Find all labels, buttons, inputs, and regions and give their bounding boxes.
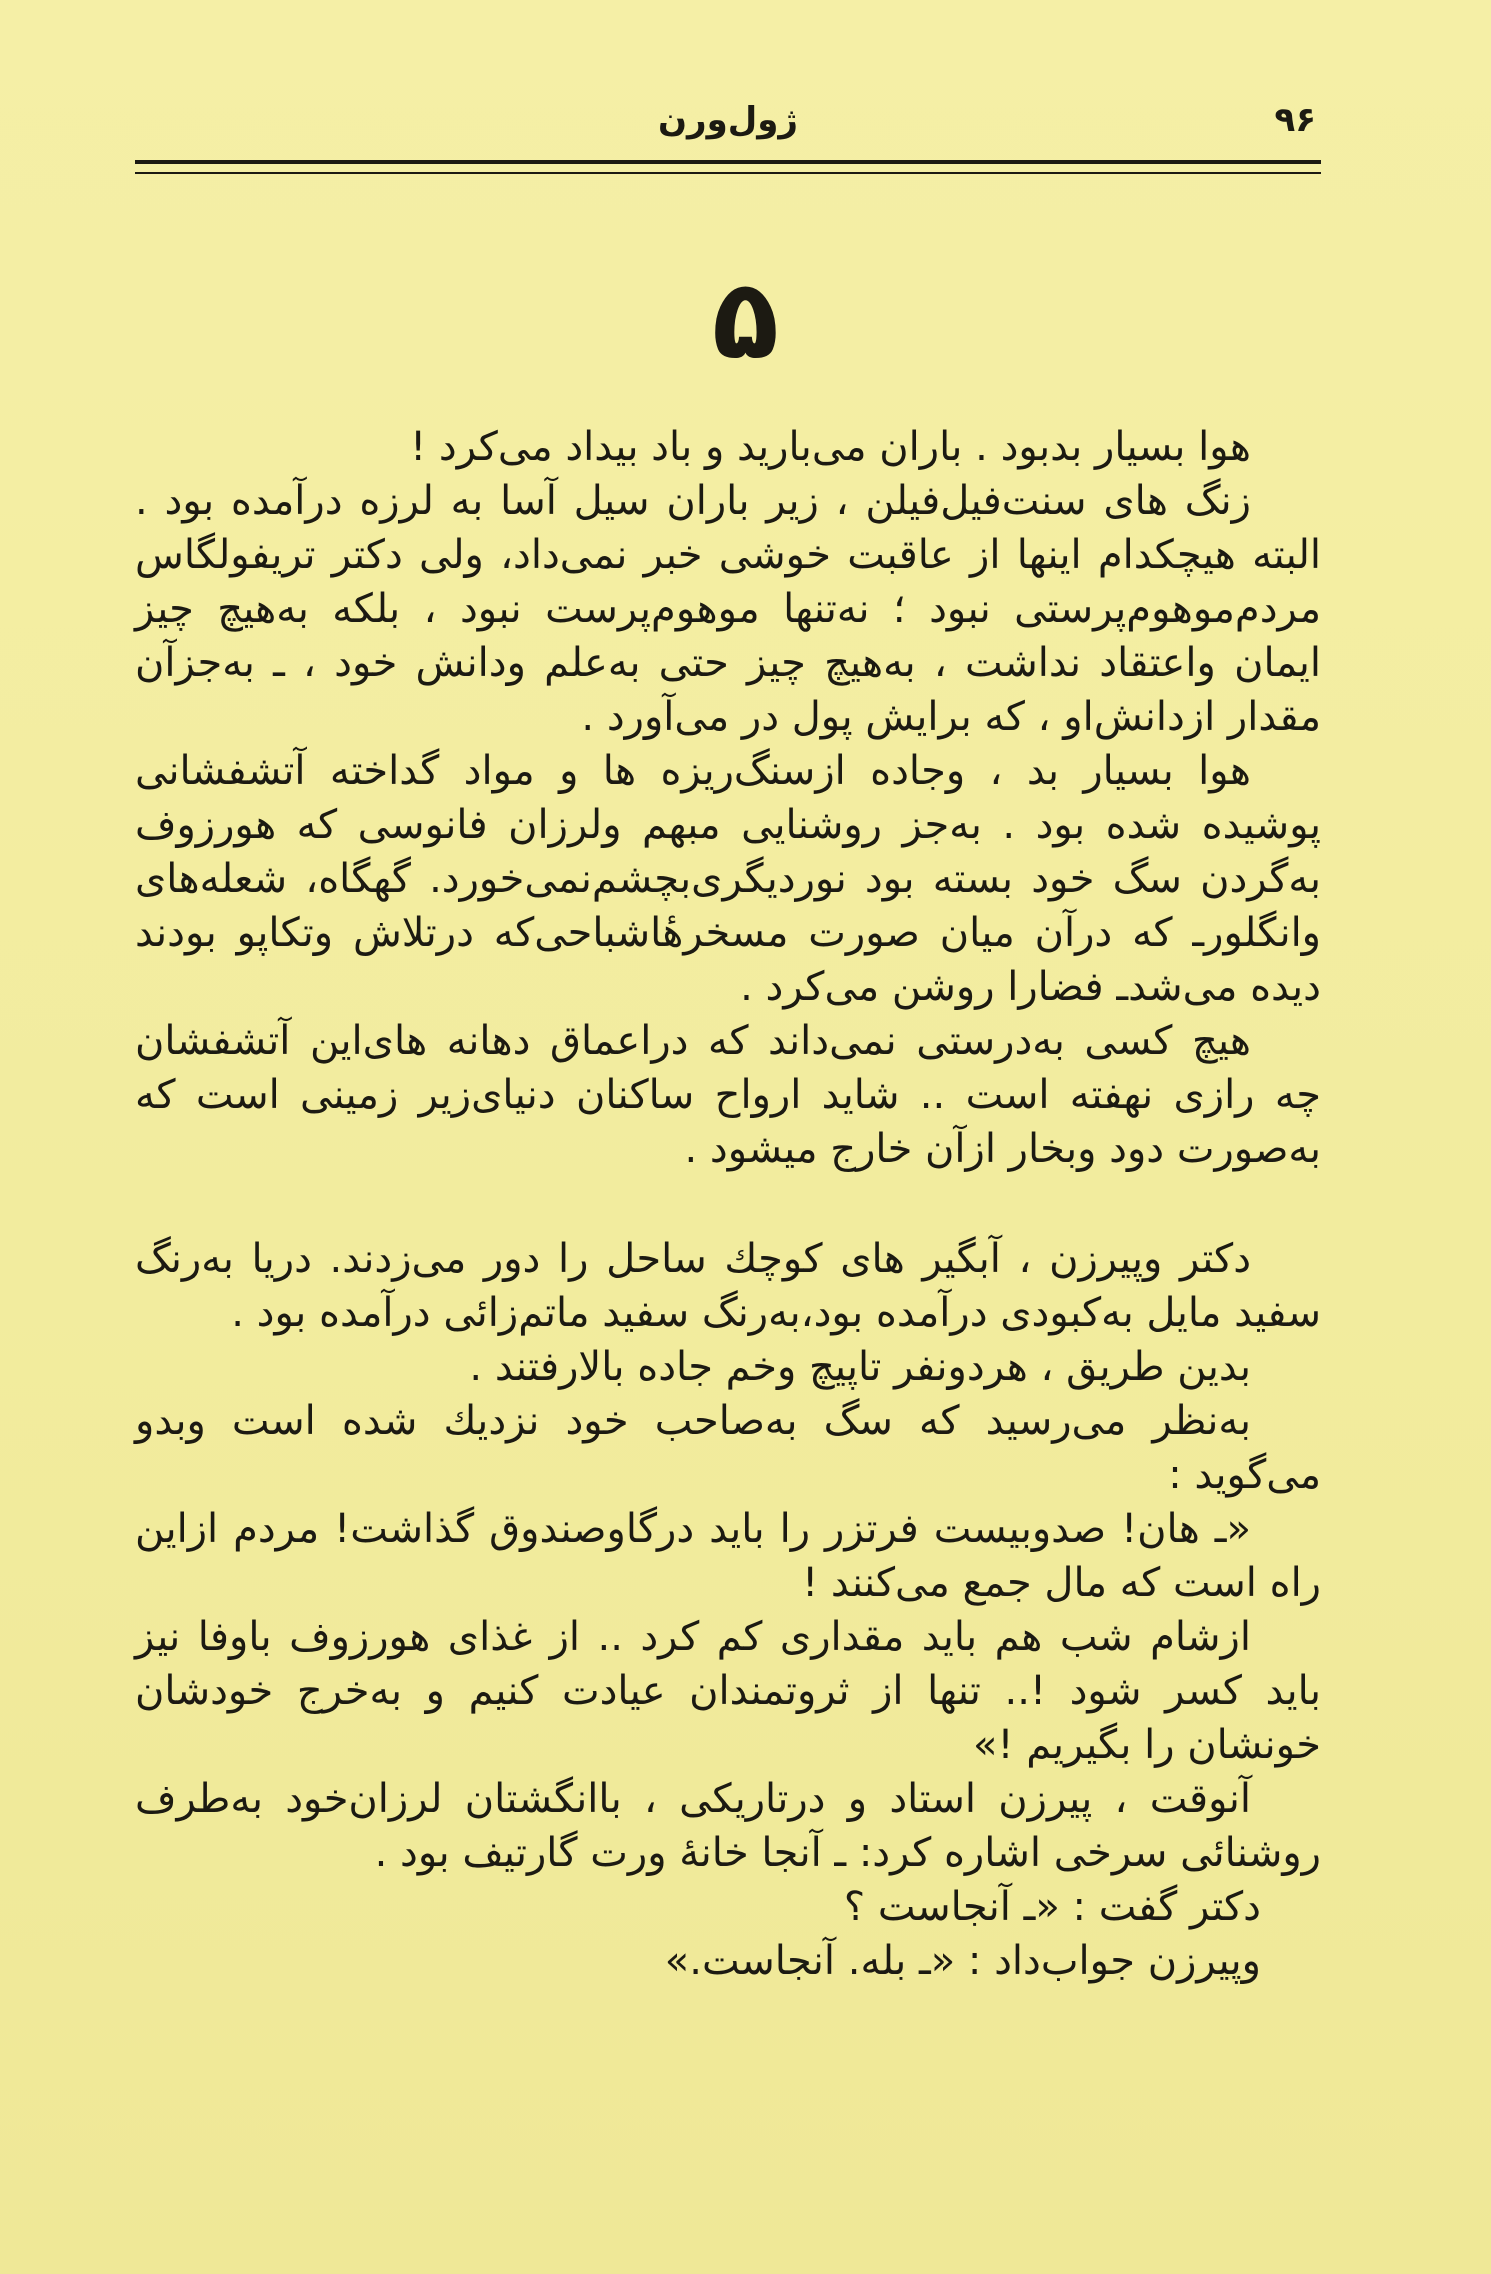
paragraph: «ـ هان! صدوبیست فرتزر را باید درگاوصندوق گذاشت! مردم ازاین راه است که مال جمع می‌کنند ! (135, 1506, 1321, 1606)
paragraph: زنگ های سنت‌فیل‌فیلن ، زیر باران سیل آسا به لرزه درآمده بود . البته هیچکدام اینها از عاقبت خوشی خبر نمی‌داد، ولی دکتر تریفولگاس مردم‌موهوم‌پرستی نبود ؛ نه‌تنها موهوم‌پرست نبود ، بلکه به‌هیچ چیز ایمان واعتقاد نداشت ، به‌هیچ چیز حتی به‌علم ودانش خود ، ـ به‌جزآن مقدار ازدانش‌او ، که برایش پول در می‌آورد . (135, 478, 1321, 740)
header-rule (135, 160, 1321, 174)
paragraph: دکتر گفت : «ـ آنجاست ؟ (843, 1884, 1261, 1930)
paragraph: به‌نظر می‌رسید که سگ به‌صاحب خود نزدیك شده است وبدو می‌گوید : (135, 1398, 1321, 1498)
paragraph: دکتر وپیرزن ، آبگیر های کوچك ساحل را دور می‌زدند. دریا به‌رنگ سفید مایل به‌کبودی درآمده بود،به‌رنگ سفید ماتم‌زائی درآمده بود . (135, 1236, 1321, 1336)
section-gap (135, 1176, 1321, 1232)
paragraph: ازشام شب هم باید مقداری کم کرد .. از غذای هورزوف باوفا نیز باید کسر شود !.. تنها از ثروتمندان عیادت کنیم و به‌خرج خودشان خونشان را بگیریم !» (135, 1614, 1321, 1768)
body-text (135, 420, 1321, 1988)
paragraph: وپیرزن جواب‌داد : «ـ بله. آنجاست.» (664, 1938, 1261, 1984)
paragraph: هوا بسیار بد ، وجاده ازسنگ‌ریزه ها و مواد گداخته آتشفشانی پوشیده شده بود . به‌جز روشنایی مبهم ولرزان فانوسی که هورزوف به‌گردن سگ خود بسته بود نوردیگری‌بچشم‌نمی‌خورد. گهگاه، شعله‌های وانگلورـ که درآن میان صورت مسخرهٔاشباحی‌که درتلاش وتکاپو بودند دیده می‌شدـ فضارا روشن می‌کرد . (135, 748, 1321, 1010)
chapter-number: ۵ (711, 255, 780, 383)
paragraph: آنوقت ، پیرزن استاد و درتاریکی ، باانگشتان لرزان‌خود به‌طرف روشنائی سرخی اشاره کرد: ـ آنجا خانهٔ ورت گارتیف بود . (135, 1776, 1321, 1876)
running-title: ژول‌ورن (658, 100, 798, 140)
paragraph: هوا بسیار بدبود . باران می‌بارید و باد بیداد می‌کرد ! (410, 424, 1251, 470)
paragraph: بدین طریق ، هردونفر تاپیچ وخم جاده بالارفتند . (469, 1344, 1251, 1390)
page-number: ۹۶ (1274, 100, 1316, 140)
paragraph: هیچ کسی به‌درستی نمی‌داند که دراعماق دهانه های‌این آتشفشان چه رازی نهفته است .. شاید ارواح ساکنان دنیای‌زیر زمینی است که به‌صورت دود وبخار ازآن خارج میشود . (135, 1018, 1321, 1172)
